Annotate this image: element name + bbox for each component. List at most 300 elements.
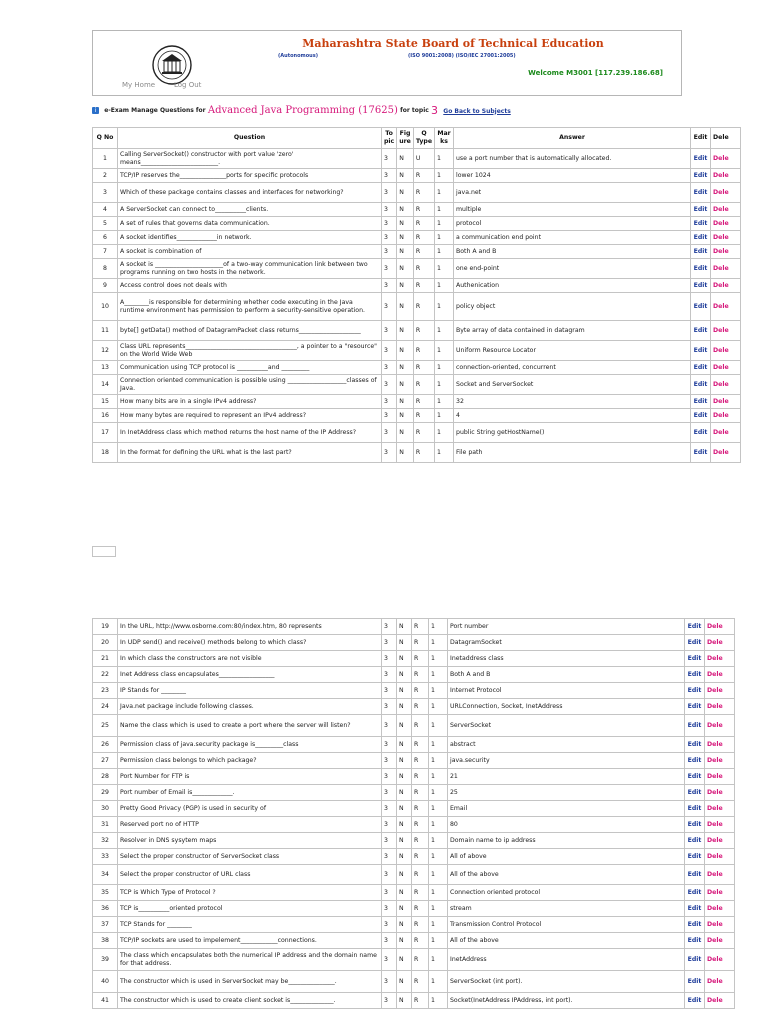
answer-cell: policy object: [454, 293, 691, 321]
q-number-cell: 1: [93, 149, 118, 169]
figure-cell: N: [397, 849, 412, 865]
table-row: [93, 901, 735, 917]
delete-link[interactable]: Dele: [705, 849, 735, 865]
marks-cell: 1: [429, 993, 448, 1009]
answer-cell: Both A and B: [454, 245, 691, 259]
q-type-cell: R: [412, 901, 429, 917]
marks-cell: 1: [435, 259, 454, 279]
table-row: [93, 149, 741, 169]
question-cell: How many bits are in a single IPv4 address?: [118, 395, 382, 409]
table-row: [93, 683, 735, 699]
topic-cell: 3: [382, 801, 397, 817]
col-header: Edit: [691, 128, 711, 149]
delete-link[interactable]: Dele: [705, 667, 735, 683]
answer-cell: one end-point: [454, 259, 691, 279]
topic-cell: 3: [382, 395, 397, 409]
table-row: [93, 993, 735, 1009]
figure-cell: N: [397, 245, 414, 259]
figure-cell: N: [397, 753, 412, 769]
edit-link[interactable]: Edit: [691, 183, 711, 203]
delete-link[interactable]: Dele: [705, 817, 735, 833]
marks-cell: 1: [435, 203, 454, 217]
figure-cell: N: [397, 769, 412, 785]
topic-cell: 3: [382, 409, 397, 423]
figure-cell: N: [397, 231, 414, 245]
delete-link[interactable]: Dele: [705, 801, 735, 817]
figure-cell: N: [397, 409, 414, 423]
topic-cell: 3: [382, 993, 397, 1009]
table-row: [93, 183, 741, 203]
marks-cell: 1: [435, 423, 454, 443]
edit-link[interactable]: Edit: [691, 169, 711, 183]
edit-link[interactable]: Edit: [691, 341, 711, 361]
q-type-cell: R: [413, 409, 434, 423]
table-row: [93, 443, 741, 463]
delete-link[interactable]: Dele: [705, 769, 735, 785]
q-number-cell: 25: [93, 715, 118, 737]
edit-link[interactable]: Edit: [691, 293, 711, 321]
delete-link[interactable]: Dele: [711, 169, 741, 183]
edit-link[interactable]: Edit: [685, 949, 705, 971]
delete-link[interactable]: Dele: [705, 949, 735, 971]
delete-link[interactable]: Dele: [705, 683, 735, 699]
answer-cell: stream: [448, 901, 685, 917]
figure-cell: N: [397, 183, 414, 203]
topic-cell: 3: [382, 361, 397, 375]
question-cell: Java.net package include following classes.: [118, 699, 382, 715]
q-number-cell: 34: [93, 865, 118, 885]
question-cell: Inet Address class encapsulates__________________: [118, 667, 382, 683]
table-row: [93, 715, 735, 737]
q-type-cell: R: [412, 785, 429, 801]
question-cell: TCP/IP sockets are used to impelement____________connections.: [118, 933, 382, 949]
figure-cell: N: [397, 341, 414, 361]
delete-link[interactable]: Dele: [711, 231, 741, 245]
q-type-cell: R: [412, 619, 429, 635]
topic-cell: 3: [382, 149, 397, 169]
q-type-cell: R: [412, 971, 429, 993]
q-type-cell: R: [413, 217, 434, 231]
blank-cell: [92, 546, 116, 557]
topic-cell: 3: [382, 619, 397, 635]
edit-link[interactable]: Edit: [685, 753, 705, 769]
marks-cell: 1: [435, 375, 454, 395]
topic-number: 3: [431, 104, 439, 117]
q-number-cell: 33: [93, 849, 118, 865]
delete-link[interactable]: Dele: [711, 423, 741, 443]
figure-cell: N: [397, 423, 414, 443]
q-type-cell: R: [412, 753, 429, 769]
topic-cell: 3: [382, 817, 397, 833]
edit-link[interactable]: Edit: [691, 279, 711, 293]
q-type-cell: R: [412, 933, 429, 949]
q-type-cell: R: [412, 801, 429, 817]
edit-link[interactable]: Edit: [691, 443, 711, 463]
delete-link[interactable]: Dele: [705, 619, 735, 635]
marks-cell: 1: [435, 149, 454, 169]
q-type-cell: R: [412, 817, 429, 833]
marks-cell: 1: [429, 933, 448, 949]
table-row: [93, 395, 741, 409]
answer-cell: Transmission Control Protocol: [448, 917, 685, 933]
delete-link[interactable]: Dele: [705, 715, 735, 737]
delete-link[interactable]: Dele: [705, 885, 735, 901]
answer-cell: Internet Protocol: [448, 683, 685, 699]
edit-link[interactable]: Edit: [685, 683, 705, 699]
table-row: [93, 785, 735, 801]
q-number-cell: 8: [93, 259, 118, 279]
col-header: Q Type: [413, 128, 434, 149]
delete-link[interactable]: Dele: [711, 409, 741, 423]
question-cell: Connection oriented communication is possible using ___________________classes of Java.: [118, 375, 382, 395]
question-cell: TCP/IP reserves the_______________ports for specific protocols: [118, 169, 382, 183]
delete-link[interactable]: Dele: [711, 321, 741, 341]
edit-link[interactable]: Edit: [685, 901, 705, 917]
delete-link[interactable]: Dele: [711, 375, 741, 395]
answer-cell: Socket and ServerSocket: [454, 375, 691, 395]
figure-cell: N: [397, 715, 412, 737]
delete-link[interactable]: Dele: [705, 785, 735, 801]
answer-cell: java.security: [448, 753, 685, 769]
question-cell: TCP Stands for ________: [118, 917, 382, 933]
delete-link[interactable]: Dele: [705, 635, 735, 651]
delete-link[interactable]: Dele: [705, 917, 735, 933]
q-type-cell: R: [412, 917, 429, 933]
delete-link[interactable]: Dele: [705, 901, 735, 917]
edit-link[interactable]: Edit: [691, 423, 711, 443]
question-cell: Port number of Email is_____________.: [118, 785, 382, 801]
answer-cell: All of the above: [448, 865, 685, 885]
q-number-cell: 21: [93, 651, 118, 667]
figure-cell: N: [397, 683, 412, 699]
table-row: [93, 203, 741, 217]
delete-link[interactable]: Dele: [705, 737, 735, 753]
question-cell: Permission class of java.security package is_________class: [118, 737, 382, 753]
edit-link[interactable]: Edit: [685, 699, 705, 715]
topic-cell: 3: [382, 885, 397, 901]
delete-link[interactable]: Dele: [705, 833, 735, 849]
marks-cell: 1: [429, 651, 448, 667]
table-row: [93, 667, 735, 683]
q-number-cell: 10: [93, 293, 118, 321]
marks-cell: 1: [429, 753, 448, 769]
delete-link[interactable]: Dele: [705, 865, 735, 885]
question-cell: Class URL represents____________________________________, a pointer to a "resource" on the World Wide Web: [118, 341, 382, 361]
delete-link[interactable]: Dele: [705, 699, 735, 715]
table-row: [93, 737, 735, 753]
logout-link[interactable]: Log Out: [174, 81, 202, 89]
q-number-cell: 17: [93, 423, 118, 443]
edit-link[interactable]: Edit: [691, 203, 711, 217]
edit-link[interactable]: Edit: [685, 715, 705, 737]
edit-link[interactable]: Edit: [685, 917, 705, 933]
q-number-cell: 15: [93, 395, 118, 409]
edit-link[interactable]: Edit: [685, 785, 705, 801]
topic-cell: 3: [382, 901, 397, 917]
q-number-cell: 29: [93, 785, 118, 801]
q-number-cell: 31: [93, 817, 118, 833]
q-number-cell: 28: [93, 769, 118, 785]
edit-link[interactable]: Edit: [685, 865, 705, 885]
answer-cell: File path: [454, 443, 691, 463]
marks-cell: 1: [435, 279, 454, 293]
question-cell: The class which encapsulates both the numerical IP address and the domain name for that address.: [118, 949, 382, 971]
marks-cell: 1: [435, 361, 454, 375]
table-row: [93, 231, 741, 245]
q-number-cell: 4: [93, 203, 118, 217]
question-cell: A socket is ______________________of a two-way communication link between two programs running on two hosts in the network.: [118, 259, 382, 279]
q-type-cell: R: [413, 395, 434, 409]
marks-cell: 1: [429, 865, 448, 885]
info-icon: i: [92, 107, 99, 114]
topic-cell: 3: [382, 667, 397, 683]
q-type-cell: R: [413, 321, 434, 341]
q-type-cell: R: [412, 833, 429, 849]
marks-cell: 1: [429, 849, 448, 865]
edit-link[interactable]: Edit: [685, 933, 705, 949]
table-row: [93, 849, 735, 865]
q-number-cell: 6: [93, 231, 118, 245]
answer-cell: All of the above: [448, 933, 685, 949]
question-cell: In the URL, http://www.osborne.com:80/index.htm, 80 represents: [118, 619, 382, 635]
question-cell: Communication using TCP protocol is __________and _________: [118, 361, 382, 375]
q-type-cell: R: [412, 949, 429, 971]
marks-cell: 1: [435, 169, 454, 183]
edit-link[interactable]: Edit: [691, 395, 711, 409]
for-topic-label: for topic: [400, 107, 429, 114]
iso-label: (ISO 9001:2008) (ISO/IEC 27001:2005): [408, 53, 516, 59]
marks-cell: 1: [429, 917, 448, 933]
question-cell: byte[] getData() method of DatagramPacket class returns____________________: [118, 321, 382, 341]
answer-cell: protocol: [454, 217, 691, 231]
edit-link[interactable]: Edit: [691, 375, 711, 395]
edit-link[interactable]: Edit: [691, 217, 711, 231]
q-number-cell: 24: [93, 699, 118, 715]
delete-link[interactable]: Dele: [711, 259, 741, 279]
q-type-cell: R: [413, 341, 434, 361]
col-header: Mar ks: [435, 128, 454, 149]
edit-link[interactable]: Edit: [685, 885, 705, 901]
q-type-cell: R: [413, 293, 434, 321]
q-type-cell: R: [412, 635, 429, 651]
q-type-cell: U: [413, 149, 434, 169]
question-cell: Resolver in DNS sysytem maps: [118, 833, 382, 849]
answer-cell: DatagramSocket: [448, 635, 685, 651]
figure-cell: N: [397, 395, 414, 409]
table-row: [93, 169, 741, 183]
q-type-cell: R: [413, 183, 434, 203]
delete-link[interactable]: Dele: [711, 217, 741, 231]
delete-link[interactable]: Dele: [705, 971, 735, 993]
answer-cell: Both A and B: [448, 667, 685, 683]
delete-link[interactable]: Dele: [711, 361, 741, 375]
table-row: [93, 341, 741, 361]
question-cell: Pretty Good Privacy (PGP) is used in security of: [118, 801, 382, 817]
answer-cell: a communication end point: [454, 231, 691, 245]
table-row: [93, 833, 735, 849]
question-cell: TCP is__________oriented protocol: [118, 901, 382, 917]
col-header: Q No: [93, 128, 118, 149]
delete-link[interactable]: Dele: [711, 183, 741, 203]
topic-cell: 3: [382, 279, 397, 293]
question-cell: TCP is Which Type of Protocol ?: [118, 885, 382, 901]
marks-cell: 1: [429, 715, 448, 737]
edit-link[interactable]: Edit: [691, 231, 711, 245]
figure-cell: N: [397, 443, 414, 463]
q-number-cell: 19: [93, 619, 118, 635]
delete-link[interactable]: Dele: [711, 341, 741, 361]
q-number-cell: 12: [93, 341, 118, 361]
marks-cell: 1: [435, 395, 454, 409]
edit-link[interactable]: Edit: [685, 651, 705, 667]
back-to-subjects-link[interactable]: Go Back to Subjects: [443, 107, 511, 115]
answer-cell: All of above: [448, 849, 685, 865]
answer-cell: Port number: [448, 619, 685, 635]
table-row: [93, 865, 735, 885]
answer-cell: Inetaddress class: [448, 651, 685, 667]
figure-cell: N: [397, 993, 412, 1009]
marks-cell: 1: [435, 321, 454, 341]
table-row: [93, 817, 735, 833]
answer-cell: 80: [448, 817, 685, 833]
topic-cell: 3: [382, 651, 397, 667]
delete-link[interactable]: Dele: [705, 993, 735, 1009]
edit-link[interactable]: Edit: [691, 149, 711, 169]
table-row: [93, 321, 741, 341]
figure-cell: N: [397, 667, 412, 683]
question-cell: In UDP send() and receive() methods belong to which class?: [118, 635, 382, 651]
topic-cell: 3: [382, 785, 397, 801]
edit-link[interactable]: Edit: [685, 667, 705, 683]
q-number-cell: 41: [93, 993, 118, 1009]
q-number-cell: 5: [93, 217, 118, 231]
q-number-cell: 32: [93, 833, 118, 849]
welcome-text: Welcome M3001 [117.239.186.68]: [528, 69, 663, 77]
marks-cell: 1: [429, 699, 448, 715]
question-cell: In which class the constructors are not visible: [118, 651, 382, 667]
delete-link[interactable]: Dele: [711, 279, 741, 293]
table-row: [93, 699, 735, 715]
marks-cell: 1: [435, 293, 454, 321]
answer-cell: abstract: [448, 737, 685, 753]
topic-prefix: e-Exam Manage Questions for: [104, 107, 206, 114]
question-cell: Name the class which is used to create a port where the server will listen?: [118, 715, 382, 737]
delete-link[interactable]: Dele: [711, 293, 741, 321]
delete-link[interactable]: Dele: [711, 395, 741, 409]
q-number-cell: 18: [93, 443, 118, 463]
table-row: [93, 933, 735, 949]
table-row: [93, 801, 735, 817]
answer-cell: ServerSocket: [448, 715, 685, 737]
marks-cell: 1: [429, 785, 448, 801]
topic-cell: 3: [382, 217, 397, 231]
q-number-cell: 27: [93, 753, 118, 769]
q-type-cell: R: [412, 885, 429, 901]
question-cell: Port Number for FTP is: [118, 769, 382, 785]
answer-cell: Authenication: [454, 279, 691, 293]
question-cell: How many bytes are required to represent an IPv4 address?: [118, 409, 382, 423]
topic-cell: 3: [382, 443, 397, 463]
delete-link[interactable]: Dele: [705, 651, 735, 667]
q-number-cell: 11: [93, 321, 118, 341]
answer-cell: 25: [448, 785, 685, 801]
marks-cell: 1: [435, 245, 454, 259]
table-row: [93, 423, 741, 443]
table-row: [93, 635, 735, 651]
table-row: [93, 361, 741, 375]
figure-cell: N: [397, 971, 412, 993]
topic-cell: 3: [382, 683, 397, 699]
table-row: [93, 293, 741, 321]
delete-link[interactable]: Dele: [705, 753, 735, 769]
topic-cell: 3: [382, 769, 397, 785]
edit-link[interactable]: Edit: [685, 849, 705, 865]
question-cell: Access control does not deals with: [118, 279, 382, 293]
edit-link[interactable]: Edit: [685, 635, 705, 651]
edit-link[interactable]: Edit: [685, 801, 705, 817]
edit-link[interactable]: Edit: [691, 361, 711, 375]
q-type-cell: R: [412, 737, 429, 753]
marks-cell: 1: [429, 769, 448, 785]
figure-cell: N: [397, 619, 412, 635]
q-type-cell: R: [412, 849, 429, 865]
answer-cell: java.net: [454, 183, 691, 203]
delete-link[interactable]: Dele: [705, 933, 735, 949]
delete-link[interactable]: Dele: [711, 203, 741, 217]
question-cell: Select the proper constructor of ServerSocket class: [118, 849, 382, 865]
question-cell: A socket is combination of: [118, 245, 382, 259]
question-cell: In InetAddress class which method returns the host name of the IP Address?: [118, 423, 382, 443]
figure-cell: N: [397, 651, 412, 667]
edit-link[interactable]: Edit: [691, 245, 711, 259]
edit-link[interactable]: Edit: [685, 817, 705, 833]
edit-link[interactable]: Edit: [685, 737, 705, 753]
edit-link[interactable]: Edit: [685, 993, 705, 1009]
figure-cell: N: [397, 699, 412, 715]
edit-link[interactable]: Edit: [685, 833, 705, 849]
my-home-link[interactable]: My Home: [122, 81, 156, 89]
q-number-cell: 3: [93, 183, 118, 203]
edit-link[interactable]: Edit: [691, 259, 711, 279]
answer-cell: Connection oriented protocol: [448, 885, 685, 901]
topic-cell: 3: [382, 949, 397, 971]
col-header: Answer: [454, 128, 691, 149]
q-type-cell: R: [412, 683, 429, 699]
figure-cell: N: [397, 817, 412, 833]
delete-link[interactable]: Dele: [711, 443, 741, 463]
question-cell: Reserved port no of HTTP: [118, 817, 382, 833]
edit-link[interactable]: Edit: [685, 619, 705, 635]
marks-cell: 1: [429, 817, 448, 833]
q-type-cell: R: [413, 423, 434, 443]
topic-cell: 3: [382, 231, 397, 245]
figure-cell: N: [397, 785, 412, 801]
figure-cell: N: [397, 259, 414, 279]
topic-cell: 3: [382, 715, 397, 737]
q-type-cell: R: [412, 651, 429, 667]
answer-cell: 4: [454, 409, 691, 423]
topic-cell: 3: [382, 293, 397, 321]
delete-link[interactable]: Dele: [711, 149, 741, 169]
edit-link[interactable]: Edit: [691, 321, 711, 341]
edit-link[interactable]: Edit: [685, 769, 705, 785]
col-header: Question: [118, 128, 382, 149]
delete-link[interactable]: Dele: [711, 245, 741, 259]
edit-link[interactable]: Edit: [685, 971, 705, 993]
subject-name: Advanced Java Programming (17625): [207, 105, 398, 116]
edit-link[interactable]: Edit: [691, 409, 711, 423]
topic-cell: 3: [382, 635, 397, 651]
